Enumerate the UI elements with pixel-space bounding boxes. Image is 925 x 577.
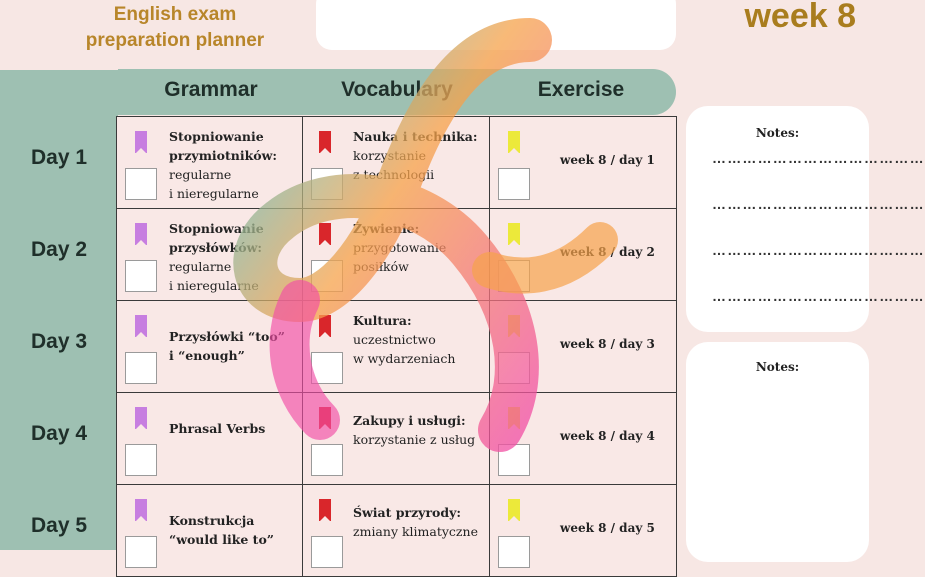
bookmark-icon — [508, 131, 520, 153]
vocab-topic: Żywienie: — [353, 221, 420, 236]
name-box[interactable] — [316, 0, 676, 50]
grammar-text — [169, 127, 291, 203]
vocab-text — [353, 219, 481, 276]
title-line-2: preparation planner — [85, 30, 265, 51]
vocab-cell — [302, 208, 490, 301]
vocab-topic: Kultura: — [353, 313, 412, 328]
notes-box-1[interactable] — [686, 106, 925, 332]
vocab-text — [353, 311, 481, 368]
grammar-cell — [116, 208, 303, 301]
day-label: Day 4 — [30, 422, 88, 445]
bookmark-icon — [319, 499, 331, 521]
column-header-grammar: Grammar — [164, 78, 258, 101]
bookmark-icon — [319, 223, 331, 245]
done-checkbox[interactable] — [125, 260, 157, 292]
done-checkbox[interactable] — [498, 536, 530, 568]
notes-line: …………………………………… — [712, 150, 925, 166]
bookmark-icon — [135, 315, 147, 337]
bookmark-icon — [135, 223, 147, 245]
bookmark-icon — [508, 223, 520, 245]
vocab-text — [353, 503, 481, 541]
done-checkbox[interactable] — [311, 536, 343, 568]
grammar-topic: Przysłówki “too” i “enough” — [169, 329, 285, 363]
bookmark-icon — [319, 407, 331, 429]
grammar-cell — [116, 116, 303, 209]
done-checkbox[interactable] — [498, 444, 530, 476]
bookmark-icon — [508, 499, 520, 521]
vocab-topic: Nauka i technika: — [353, 129, 478, 144]
exercise-label: week 8 / day 2 — [560, 245, 655, 259]
done-checkbox[interactable] — [125, 444, 157, 476]
day-label: Day 3 — [30, 330, 88, 353]
vocab-topic: Świat przyrody: — [353, 505, 461, 520]
vocab-cell — [302, 300, 490, 393]
grammar-cell — [116, 392, 303, 485]
notes-title: Notes: — [755, 126, 800, 140]
done-checkbox[interactable] — [125, 168, 157, 200]
grammar-detail: i nieregularne — [169, 278, 259, 293]
notes-line: …………………………………… — [712, 288, 925, 304]
column-header-exercise: Exercise — [537, 78, 625, 101]
vocab-detail: zmiany klimatyczne — [353, 524, 478, 539]
vocab-cell — [302, 116, 490, 209]
grammar-text — [169, 419, 291, 438]
bookmark-icon — [319, 315, 331, 337]
done-checkbox[interactable] — [311, 168, 343, 200]
vocab-detail: uczestnictwo — [353, 332, 436, 347]
notes-line: …………………………………… — [712, 196, 925, 212]
exercise-label: week 8 / day 1 — [560, 153, 655, 167]
planner-title — [60, 2, 290, 54]
day-label: Day 2 — [30, 238, 88, 261]
grammar-topic: Phrasal Verbs — [169, 421, 266, 436]
vocab-detail: w wydarzeniach — [353, 351, 456, 366]
done-checkbox[interactable] — [311, 444, 343, 476]
grammar-detail: regularne — [169, 167, 232, 182]
bookmark-icon — [135, 499, 147, 521]
bookmark-icon — [135, 131, 147, 153]
grammar-cell — [116, 300, 303, 393]
done-checkbox[interactable] — [311, 352, 343, 384]
grammar-cell — [116, 484, 303, 577]
vocab-topic: Zakupy i usługi: — [353, 413, 466, 428]
vocab-detail: korzystanie z usług — [353, 432, 476, 447]
exercise-cell — [489, 392, 677, 485]
vocab-detail: posiłków — [353, 259, 409, 274]
exercise-label: week 8 / day 3 — [560, 337, 655, 351]
grammar-text — [169, 219, 291, 295]
done-checkbox[interactable] — [498, 168, 530, 200]
days-column-background — [0, 70, 118, 550]
title-line-1: English exam — [113, 4, 237, 25]
day-label: Day 5 — [30, 514, 88, 537]
grammar-topic: Stopniowanie przysłówków: — [169, 221, 264, 255]
bookmark-icon — [508, 407, 520, 429]
vocab-cell — [302, 392, 490, 485]
exercise-label: week 8 / day 4 — [560, 429, 655, 443]
notes-title: Notes: — [755, 360, 800, 374]
planner-grid — [116, 116, 677, 546]
column-header-vocabulary: Vocabulary — [341, 78, 453, 101]
notes-box-2[interactable] — [686, 342, 869, 562]
bookmark-icon — [319, 131, 331, 153]
grammar-detail: i nieregularne — [169, 186, 259, 201]
vocab-text — [353, 411, 481, 449]
bookmark-icon — [508, 315, 520, 337]
done-checkbox[interactable] — [125, 352, 157, 384]
vocab-detail: przygotowanie — [353, 240, 447, 255]
grammar-detail: regularne — [169, 259, 232, 274]
vocab-cell — [302, 484, 490, 577]
vocab-detail: korzystanie — [353, 148, 427, 163]
bookmark-icon — [135, 407, 147, 429]
done-checkbox[interactable] — [125, 536, 157, 568]
notes-line: …………………………………… — [712, 242, 925, 258]
grammar-text — [169, 327, 291, 365]
done-checkbox[interactable] — [498, 260, 530, 292]
vocab-detail: z technologii — [353, 167, 435, 182]
grammar-text — [169, 511, 291, 549]
exercise-label: week 8 / day 5 — [560, 521, 655, 535]
day-label: Day 1 — [30, 146, 88, 169]
week-label: week 8 — [744, 0, 856, 35]
exercise-cell — [489, 116, 677, 209]
exercise-cell — [489, 300, 677, 393]
grammar-topic: Stopniowanie przymiotników: — [169, 129, 277, 163]
grammar-topic: Konstrukcja “would like to” — [169, 513, 274, 547]
done-checkbox[interactable] — [498, 352, 530, 384]
exercise-cell — [489, 484, 677, 577]
done-checkbox[interactable] — [311, 260, 343, 292]
exercise-cell — [489, 208, 677, 301]
vocab-text — [353, 127, 481, 184]
